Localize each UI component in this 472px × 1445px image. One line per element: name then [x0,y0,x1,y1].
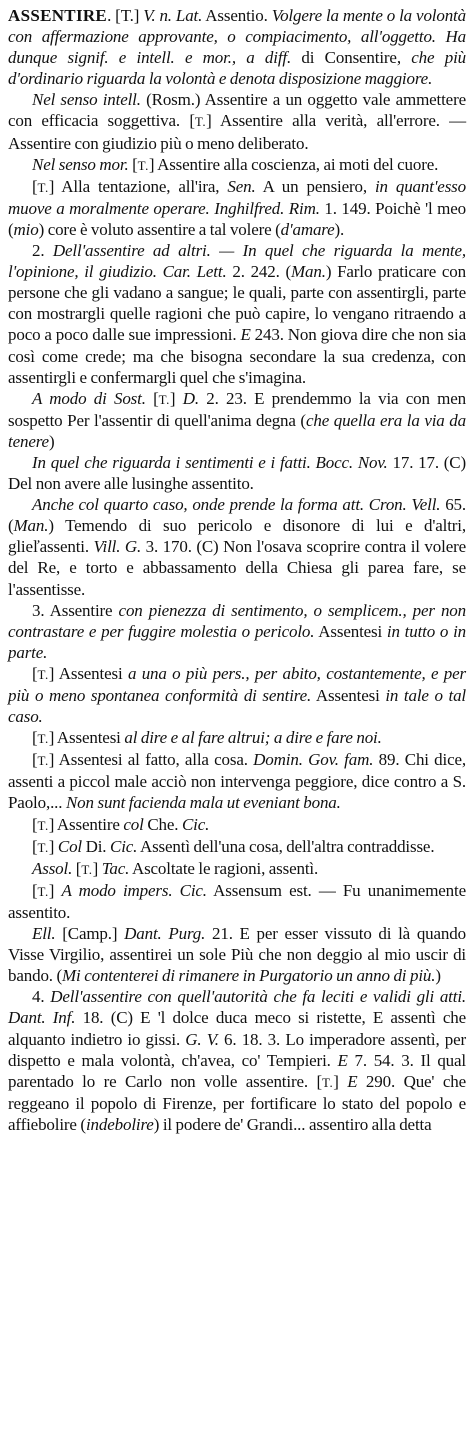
dictionary-entry-assentire [8,5,466,1135]
entry-paragraph [8,749,466,813]
entry-text-segment: 17. 17. (C) Del non avere alle lusinghe assentito. [8,452,466,494]
headword: ASSENTIRE [8,6,108,25]
entry-text-segment: E [347,1071,358,1091]
entry-text-segment: in quant'esso muove a moralmente operare. Inghilfred. Rim. [8,176,466,218]
entry-paragraph [8,240,466,388]
entry-text-segment: ). [334,219,345,239]
entry-text-segment: Assentì dell'una cosa, dell'altra contraddisse. [137,836,435,856]
entry-paragraph [8,986,466,1135]
entry-text-segment: [ [32,176,38,196]
entry-text-segment: d'amare [280,219,335,239]
entry-text-segment: A modo di Sost. [32,388,146,408]
entry-text-segment: ) Farlo praticare con persone che gli vadano a sangue; le quali, parte con assentirgli, parte con mostrargli quelle ragioni che può capire, lo vengano ritraendo a poco a poco dalle sue impressioni. [8,262,466,345]
entry-text-segment: ] Assentesi al fatto, alla cosa. [48,750,254,770]
entry-text-segment: 7. 54. 3. Il qual parentado lo re Carlo non volle assentire. [ [8,1050,466,1091]
entry-text-segment: T. [321,1074,334,1090]
entry-paragraph [8,89,466,153]
entry-text-segment: indebolire [85,1114,154,1134]
entry-text-segment: T. [37,753,49,769]
entry-text-segment: mio [13,219,39,239]
entry-text-segment: T. [137,157,149,173]
entry-text-segment: [Camp.] [55,924,125,944]
entry-text-segment: A modo impers. Cic. [61,880,207,900]
entry-paragraph [8,452,466,494]
entry-text-segment: Nel senso intell. [32,90,141,110]
entry-paragraph [8,5,466,89]
entry-text-segment: di Consentire, [291,48,412,68]
entry-text-segment: [ [145,388,159,408]
entry-text-segment: Ell. [32,924,56,944]
entry-text-segment: Ascoltate le ragioni, assentì. [129,858,319,878]
entry-text-segment: Assol. [32,858,73,878]
entry-text-segment: [ [32,750,38,770]
entry-text-segment: In quel che riguarda i sentimenti e i fatti. Bocc. Nov. [32,452,388,472]
entry-text-segment: ] Assentesi [48,663,128,683]
entry-paragraph [8,858,466,880]
entry-text-segment: [ [32,880,38,900]
entry-text-segment: ) il podere de' Grandi... assentiro alla detta [153,1114,432,1134]
entry-text-segment: Sen. [227,176,256,196]
entry-text-segment: Dell'assentire con quell'autorità che fa leciti e validi gli atti. Dant. Inf. [8,987,467,1028]
entry-text-segment: Volgere la mente o la volontà con affermazione approvante, o compiacimento, all'oggetto. Ha dunque signif. e intell. e mor., a diff. [8,6,466,68]
entry-paragraph [8,836,466,858]
entry-text-segment: ] [92,858,102,878]
entry-text-segment: 290. Que' che reggeano il popolo di Firenze, per fortificare lo stato del popolo e affiebolire ( [8,1071,466,1134]
entry-text-segment: Dell'assentire ad altri. — In quel che riguarda la mente, l'opinione, il giudizio. Car. Lett. [8,241,466,282]
entry-text-segment: Assentesi [311,686,386,705]
entry-text-segment: al dire e al fare altrui; a dire e fare noi. [124,728,382,748]
entry-text-segment: Man. [291,262,326,282]
entry-text-segment: Man. [13,516,49,536]
entry-text-segment: [ [32,836,38,856]
entry-text-segment: con pienezza di sentimento, o semplicem., per non contrastare e per fuggire molestia o pericolo. [8,600,466,641]
entry-paragraph [8,494,466,599]
entry-text-segment: 18. (C) E 'l dolce duca meco si ristette, E assentì che alquanto indietro io gissi. [8,1008,466,1049]
entry-text-segment: 89. Chi dice, assenti a piccol male acciò non intervenga peggiore, dice contro a S. Paolo,... [8,750,466,813]
entry-text-segment: T. [37,883,49,899]
entry-text-segment: Col [57,836,82,856]
entry-text-segment: ) [48,431,55,451]
entry-text-segment: T. [37,666,49,682]
entry-text-segment: V. n. Lat. [143,6,203,25]
entry-text-segment: ] [48,836,58,856]
entry-paragraph [8,176,466,240]
entry-text-segment: 2. 23. E prendemmo la via con men sospetto Per l'assentir di quell'anima degna ( [8,388,466,430]
entry-text-segment: col [123,814,144,834]
entry-text-segment: ] Assentesi [48,728,125,748]
entry-text-segment: T. [194,114,207,130]
entry-paragraph [8,600,466,663]
entry-text-segment: Assensum est. — Fu unanimemente assentito. [8,880,466,922]
entry-text-segment: ] Assentire alla coscienza, ai moti del cuore. [148,154,439,174]
entry-text-segment: in tutto o in parte. [8,621,467,662]
entry-text-segment: [ [128,154,138,174]
entry-text-segment: [ [32,663,38,683]
entry-text-segment: ] Assentire alla verità, all'errore. — Assentire con giudizio più o meno deliberato. [8,111,466,153]
entry-text-segment: Dant. Purg. [124,924,206,944]
entry-text-segment: ) core è voluto assentire a tal volere ( [38,219,281,239]
entry-text-segment: [ [32,728,38,748]
entry-text-segment: in tale o tal caso. [8,686,466,727]
entry-text-segment: 1. 149. Poichè 'l meo ( [8,198,466,239]
entry-text-segment: 3. Assentire [32,600,119,620]
entry-paragraph [8,814,466,836]
entry-text-segment: che quella era la via da tenere [8,410,466,451]
entry-text-segment: Anche col quarto caso, onde prende la forma att. Cron. Vell. [32,495,441,515]
entry-paragraph [8,880,466,923]
entry-text-segment: T. [37,179,49,195]
entry-text-segment: 243. Non giova dire che non sia così come crede; ma che bisogna secondare la sua credenza, con assentirgli e confermargli quel che s'imagina. [8,325,466,387]
entry-text-segment: [ [72,858,82,878]
entry-paragraph [8,727,466,749]
entry-text-segment: Di. [82,836,111,856]
entry-text-segment: E [240,325,251,345]
entry-text-segment: ] [48,880,62,900]
entry-text-segment: Vill. G. [93,537,142,557]
entry-text-segment: Non sunt facienda mala ut eveniant bona. [65,793,341,813]
entry-text-segment: 2. 242. ( [226,262,291,282]
entry-text-segment: T. [81,861,93,877]
entry-text-segment: G. V. [185,1029,219,1049]
entry-text-segment: ] Assentire [48,814,124,834]
entry-text-segment: 65. ( [8,495,466,536]
entry-text-segment: a una o più pers., per abito, costantemente, e per più o meno spontanea conformità di sentire. [8,663,466,705]
entry-text-segment: 3. 170. (C) Non l'osava scoprire contra il volere del Re, e torto e abbassamento della Chiesa gli parea fare, se l'assentisse. [8,537,466,599]
entry-text-segment: 2. [32,241,53,261]
entry-text-segment: D. [182,388,199,408]
entry-text-segment: T. [158,391,170,407]
entry-text-segment: Mi contenterei di rimanere in Purgatorio un anno di più. [62,966,436,986]
entry-text-segment: Tac. [101,858,130,878]
entry-text-segment: ) [435,966,441,986]
entry-paragraph [8,154,466,176]
entry-text-segment: E [337,1050,348,1070]
entry-text-segment: [ [32,814,38,834]
entry-text-segment: ] [169,388,183,408]
entry-text-segment: ) Temendo di suo pericolo e disonore di lui e d'altri, glieľassenti. [8,516,466,557]
entry-text-segment: A un pensiero, [255,176,375,196]
entry-text-segment: T. [37,817,49,833]
entry-text-segment: 6. 18. 3. Lo imperadore assentì, per dispetto e mala volontà, ch'avea, co' Tempieri. [8,1029,466,1070]
entry-text-segment: ] [333,1071,348,1091]
entry-paragraph [8,663,466,727]
entry-text-segment: (Rosm.) Assentire a un oggetto vale ammettere con efficacia soggettiva. [ [8,90,466,131]
entry-text-segment: Assentesi [314,621,387,641]
entry-text-segment: 4. [32,987,51,1007]
entry-text-segment: Cic. [110,836,138,856]
entry-text-segment: Cic. [181,814,210,834]
entry-text-segment: 21. E per esser vissuto di là quando Visse Virgilio, assentirei un sole Più che non deggio al mio uscir di bando. ( [8,924,466,986]
entry-text-segment: T. [37,839,49,855]
entry-text-segment: Assentio. [202,6,272,25]
entry-text-segment: ] Alla tentazione, all'ira, [48,176,228,196]
entry-text-segment: Che. [143,814,182,834]
entry-text-segment: che più d'ordinario riguarda la volontà e denota disposizione maggiore. [8,48,467,89]
entry-text-segment: T. [37,731,49,747]
entry-text-segment: Domin. Gov. fam. [253,750,374,770]
entry-paragraph [8,923,466,986]
entry-paragraph [8,388,466,452]
entry-text-segment: Nel senso mor. [32,154,129,174]
entry-text-segment: . [T.] [107,6,144,25]
